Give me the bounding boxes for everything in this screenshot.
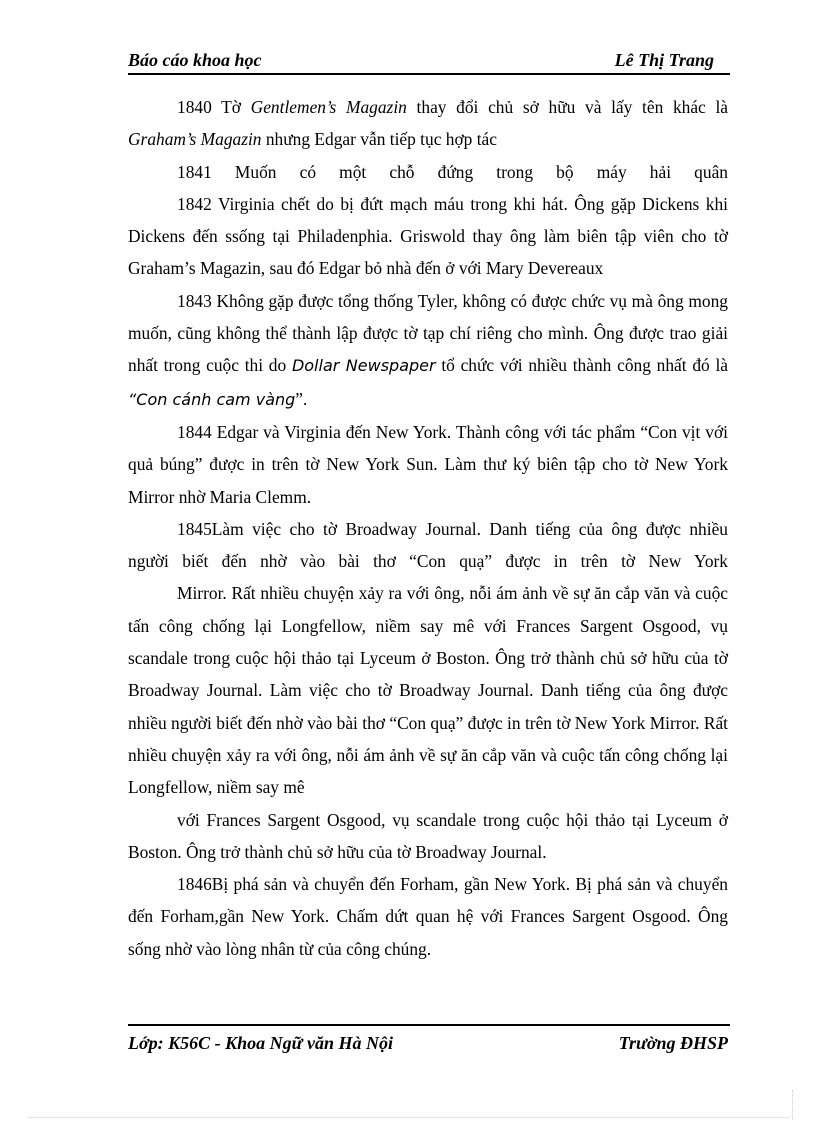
- page-header: [128, 47, 730, 75]
- footer-class: Lớp: K56C - Khoa Ngữ văn Hà Nội: [128, 1033, 393, 1053]
- header-author: Lê Thị Trang: [614, 50, 714, 70]
- entry-1846: 1846Bị phá sản và chuyển đến Forham, gần New York. Bị phá sản và chuyển đến Forham,gần New York. Chấm dứt quan hệ với Frances Sargent Osgood. Ông sống nhờ vào lòng nhân từ của công chúng.: [128, 874, 728, 959]
- document-body: [128, 91, 728, 965]
- entry-1843: 1843 Không gặp được tổng thống Tyler, không có được chức vụ mà ông mong muốn, cũng không thể thành lập được tờ tạp chí riêng cho mình. Ông được trao giải nhất trong cuộc thi do Dollar Newspaper tổ chức với nhiều thành công nhất đó là “Con cánh cam vàng”.: [128, 290, 729, 409]
- magazine-title: Graham’s Magazin: [128, 129, 262, 150]
- magazine-title: Gentlemen’s Magazin: [250, 97, 407, 117]
- page-border-bottom: [28, 1117, 788, 1118]
- entry-1842: 1842 Virginia chết do bị đứt mạch máu trong khi hát. Ông gặp Dickens khi Dickens đến ssống tại Philadenphia. Griswold thay ông làm biên tập viên cho tờ Graham’s Magazin, sau đó Edgar bỏ nhà đến ở với Mary Devereaux: [128, 193, 728, 279]
- entry-1845-cont: Mirror. Rất nhiều chuyện xảy ra với ông, nỗi ám ảnh về sự ăn cắp văn và cuộc tấn công chống lại Longfellow, niềm say mê với Frances Sargent Osgood, vụ scandale trong cuộc hội thảo tại Lyceum ở Boston. Ông trở thành chủ sở hữu của tờ Broadway Journal. Làm việc cho tờ Broadway Journal. Danh tiếng của ông được nhiều người biết đến nhờ vào bài thơ “Con quạ” được in trên tờ New York Mirror. Rất nhiều chuyện xảy ra với ông, nỗi ám ảnh về sự ăn cắp văn và cuộc tấn công chống lại Longfellow, niềm say mê: [128, 583, 728, 798]
- page-footer: [128, 1024, 730, 1053]
- page-border-right: [792, 1090, 793, 1120]
- footer-school: Trường ĐHSP: [618, 1033, 728, 1053]
- work-title: “Con cánh cam vàng: [128, 389, 296, 409]
- entry-1844: 1844 Edgar và Virginia đến New York. Thành công với tác phẩm “Con vịt với quả búng” được in trên tờ New York Sun. Làm thư ký biên tập cho tờ New York Mirror nhờ Maria Clemm.: [128, 421, 728, 507]
- entry-1840: 1840 Tờ Gentlemen’s Magazin thay đổi chủ sở hữu và lấy tên khác là Graham’s Magazin nhưng Edgar vẫn tiếp tục hợp tác: [128, 97, 729, 150]
- header-title: Báo cáo khoa học: [128, 50, 262, 70]
- entry-1845-cont2: với Frances Sargent Osgood, vụ scandale trong cuộc hội thảo tại Lyceum ở Boston. Ông trở thành chủ sở hữu của tờ Broadway Journal.: [128, 809, 728, 862]
- entry-1845: 1845Làm việc cho tờ Broadway Journal. Danh tiếng của ông được nhiều người biết đến nhờ vào bài thơ “Con quạ” được in trên tờ New York: [128, 518, 728, 572]
- newspaper-title: Dollar Newspaper: [291, 356, 436, 376]
- entry-1841: 1841 Muốn có một chỗ đứng trong bộ máy hải quân: [177, 161, 728, 182]
